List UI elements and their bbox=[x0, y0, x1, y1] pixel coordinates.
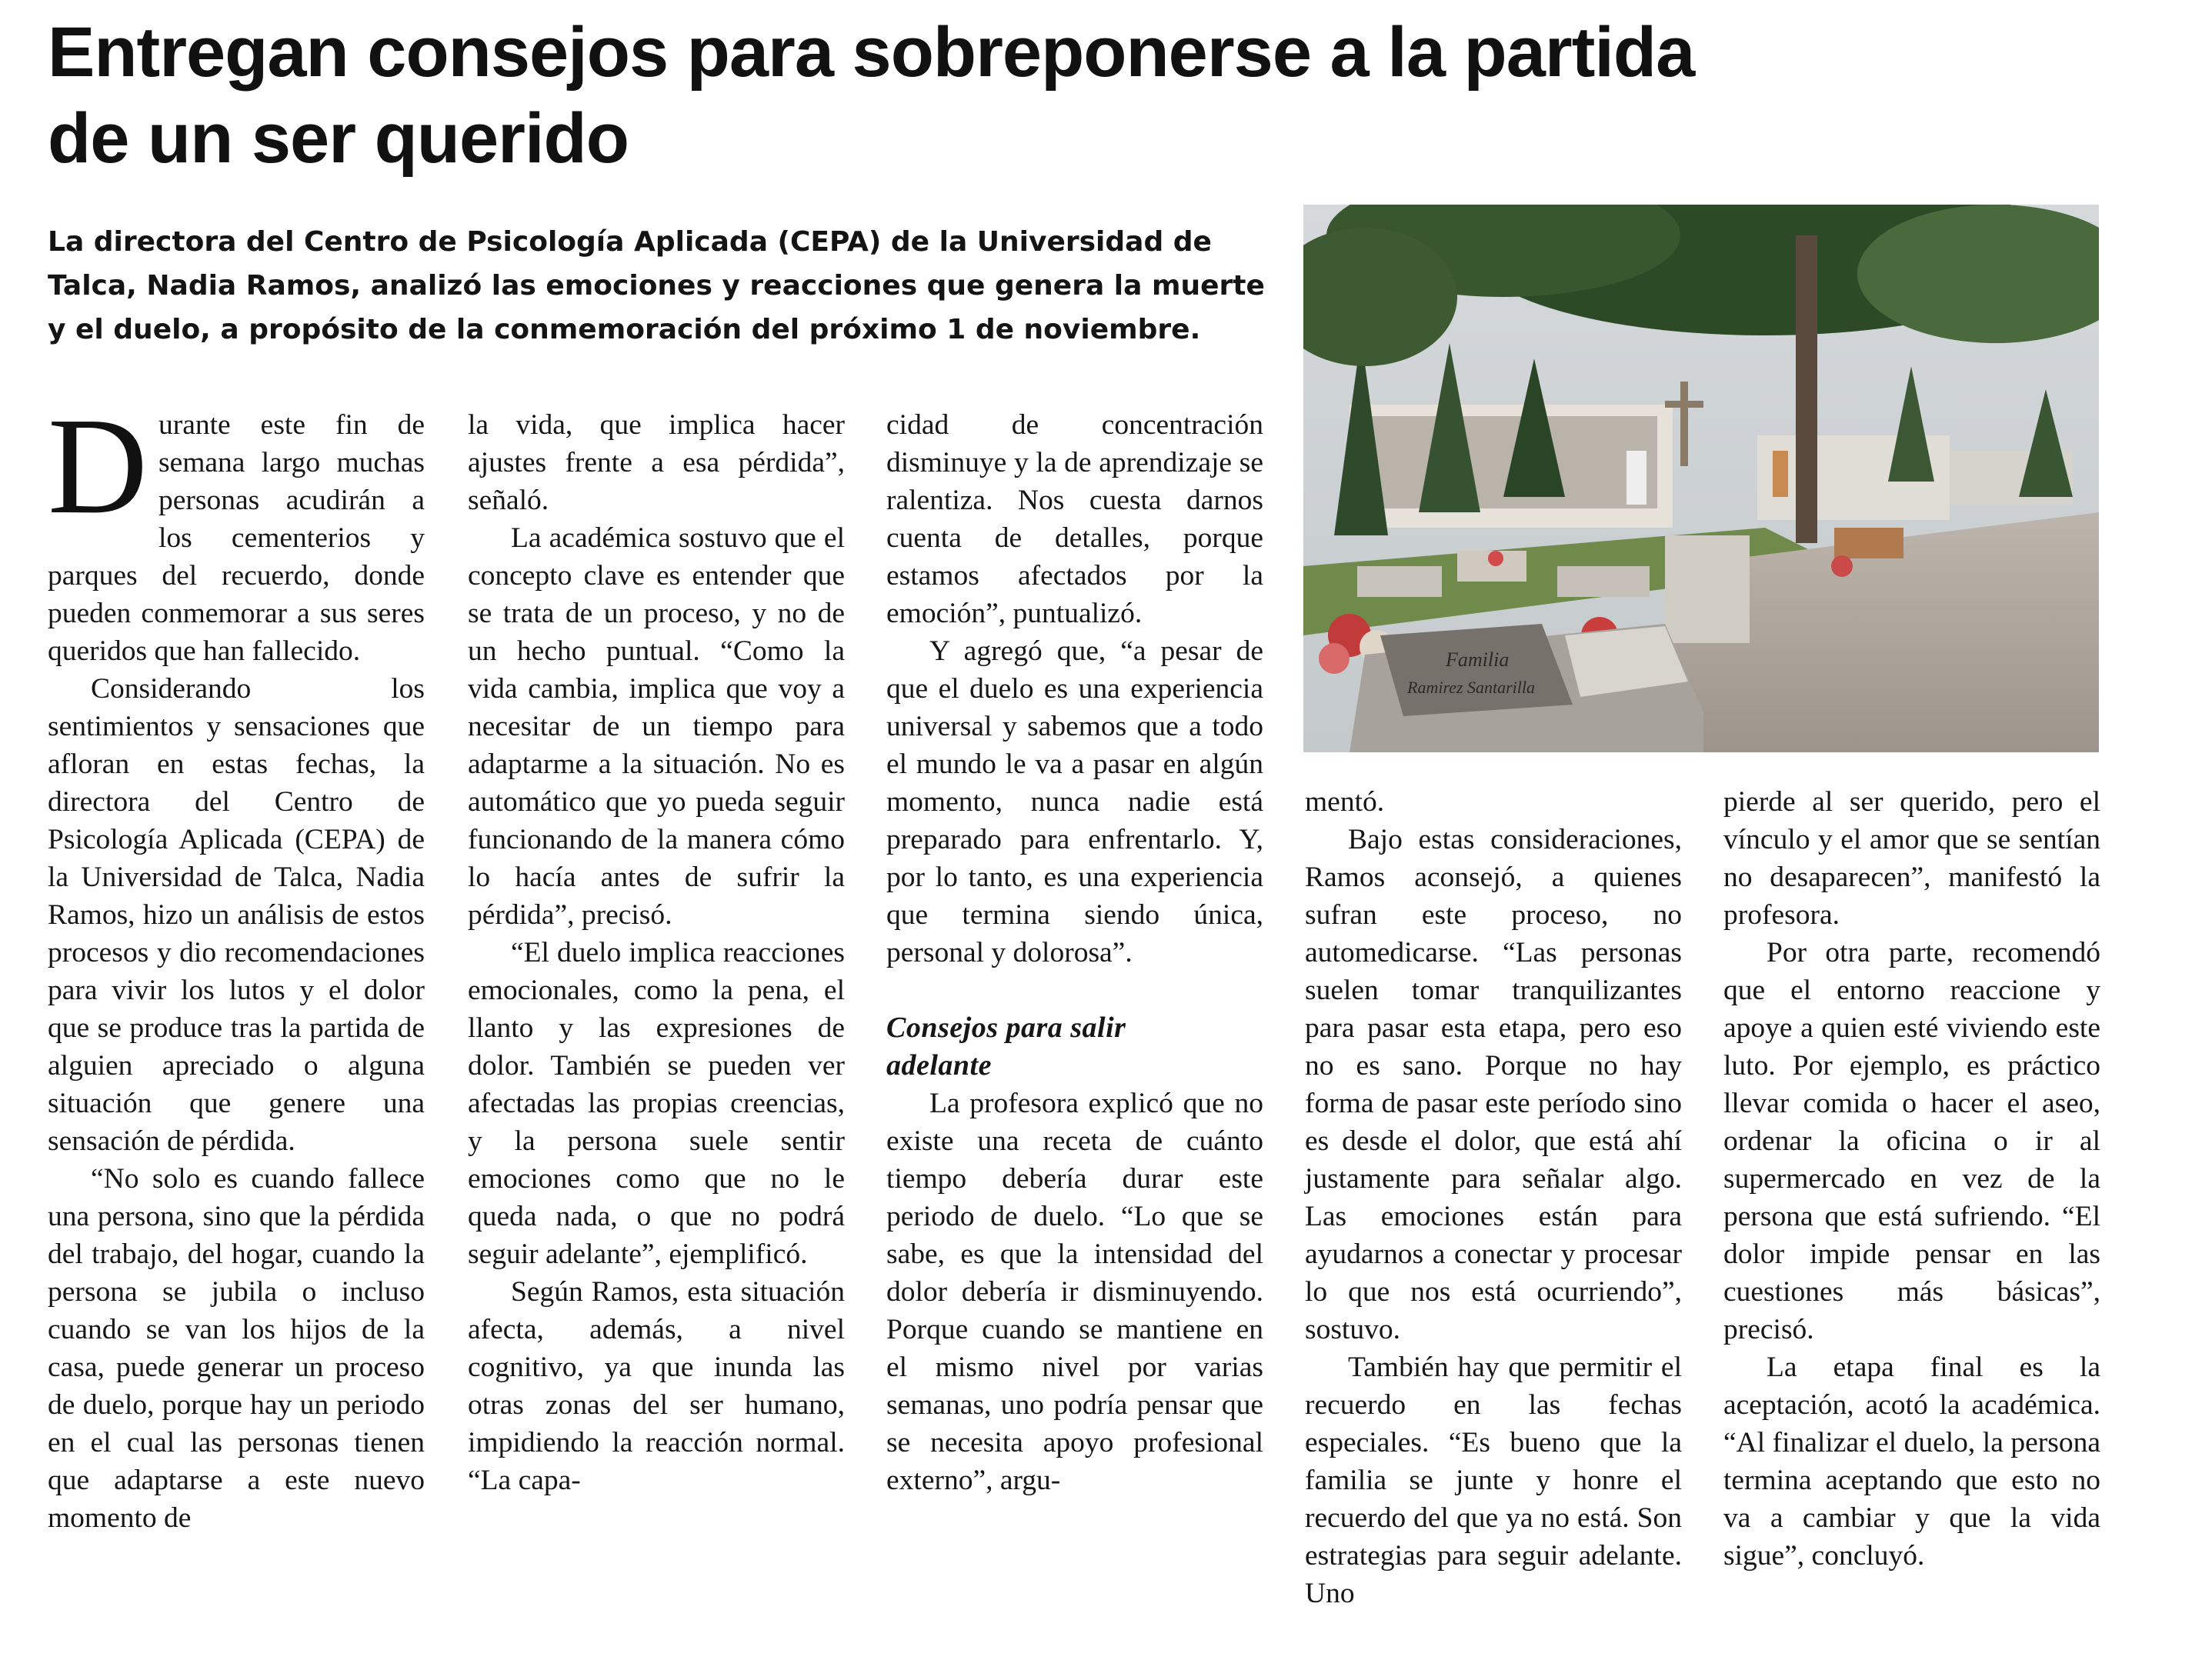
subheading-line-2: adelante bbox=[886, 1049, 992, 1082]
article-column-4 bbox=[1305, 783, 1682, 1612]
headline-line-2: de un ser querido bbox=[48, 99, 629, 178]
paragraph-15: Por otra parte, recomendó que el entorno reaccione y apoye a quien esté viviendo este luto. Por ejemplo, es práctico llevar comida o hacer el aseo, ordenar la oficina o ir al supermercado en vez de la persona que está sufriendo. “El dolor impide pensar en las cuestiones más básicas”, precisó. bbox=[1723, 937, 2100, 1345]
lead-line-3: y el duelo, a propósito de la conmemoración del próximo 1 de noviembre. bbox=[48, 314, 1201, 345]
paragraph-3: “No solo es cuando fallece una persona, sino que la pérdida del trabajo, del hogar, cuando la persona se jubila o incluso cuando se van los hijos de la casa, puede generar un proceso de duelo, porque hay un periodo en el cual las personas tienen que adaptarse a este nuevo momento de bbox=[48, 1163, 425, 1534]
lead-paragraph bbox=[48, 220, 1279, 352]
paragraph-9: Y agregó que, “a pesar de que el duelo es una experiencia universal y sabemos que a todo el mundo le va a pasar en algún momento, nunca nadie está preparado para enfrentarlo. Y, por lo tanto, es una experiencia que termina siendo única, personal y dolorosa”. bbox=[886, 635, 1263, 968]
paragraph-12: Bajo estas consideraciones, Ramos aconsejó, a quienes sufran este proceso, no automedicarse. “Las personas suelen tomar tranquilizantes para pasar esta etapa, pero eso no es sano. Porque no hay forma de pasar este período sino es desde el dolor, que está ahí justamente para señalar algo. Las emociones están para ayudarnos a conectar y procesar lo que nos está ocurriendo”, sostuvo. bbox=[1305, 824, 1682, 1345]
drop-cap: D bbox=[48, 389, 148, 542]
paragraph-7: Según Ramos, esta situación afecta, además, a nivel cognitivo, ya que inunda las otras zonas del ser humano, impidiendo la reacción normal. “La capa- bbox=[468, 1276, 845, 1496]
paragraph-1 bbox=[48, 389, 425, 670]
plaque-surname-text: Ramirez Santarilla bbox=[1407, 678, 1536, 697]
article-column-2 bbox=[468, 406, 845, 1499]
paragraph-11: mentó. bbox=[1305, 786, 1385, 818]
lead-line-2: Talca, Nadia Ramos, analizó las emociones y reacciones que genera la muerte bbox=[48, 270, 1265, 302]
paragraph-10: La profesora explicó que no existe una receta de cuánto tiempo debería durar este periodo de duelo. “Lo que se sabe, es que la intensidad del dolor debería ir disminuyendo. Porque cuando se mantiene en el mismo nivel por varias semanas, uno podría pensar que se necesita apoyo profesional externo”, argu- bbox=[886, 1088, 1263, 1496]
lead-line-1: La directora del Centro de Psicología Aplicada (CEPA) de la Universidad de bbox=[48, 226, 1212, 258]
headline bbox=[48, 9, 2125, 182]
paragraph-4: la vida, que implica hacer ajustes frente a esa pérdida”, señaló. bbox=[468, 409, 845, 516]
plaque-family-text: Familia bbox=[1446, 648, 1510, 671]
cemetery-photo bbox=[1303, 205, 2099, 752]
article-column-5 bbox=[1723, 783, 2100, 1575]
paragraph-6: “El duelo implica reacciones emocionales, como la pena, el llanto y las expresiones de dolor. También se pueden ver afectadas las propias creencias, y la persona suele sentir emociones como que no le queda nada, o que no podrá seguir adelante”, ejemplificó. bbox=[468, 937, 845, 1270]
paragraph-1-text: urante este fin de semana largo muchas personas acudirán a los cementerios y parques del recuerdo, donde pueden conmemorar a sus seres queridos que han fallecido. bbox=[48, 409, 425, 667]
paragraph-8: cidad de concentración disminuye y la de aprendizaje se ralentiza. Nos cuesta darnos cuenta de detalles, porque estamos afectados por la emoción”, puntualizó. bbox=[886, 409, 1263, 629]
paragraph-13: También hay que permitir el recuerdo en las fechas especiales. “Es bueno que la familia se junte y honre el recuerdo del que ya no está. Son estrategias para seguir adelante. Uno bbox=[1305, 1352, 1682, 1609]
paragraph-14: pierde al ser querido, pero el vínculo y el amor que se sentían no desaparecen”, manifestó la profesora. bbox=[1723, 786, 2100, 931]
paragraph-5: La académica sostuvo que el concepto clave es entender que se trata de un proceso, y no de un hecho puntual. “Como la vida cambia, implica que voy a necesitar de un tiempo para adaptarme a la situación. No es automático que yo pueda seguir funcionando de la manera cómo lo hacía antes de sufrir la pérdida”, precisó. bbox=[468, 522, 845, 931]
subheading bbox=[886, 1009, 1263, 1085]
headline-line-1: Entregan consejos para sobreponerse a la partida bbox=[48, 13, 1695, 92]
cemetery-illustration bbox=[1303, 205, 2099, 752]
article-column-1 bbox=[48, 389, 425, 1537]
paragraph-2: Considerando los sentimientos y sensaciones que afloran en estas fechas, la directora del Centro de Psicología Aplicada (CEPA) de la Universidad de Talca, Nadia Ramos, hizo un análisis de estos procesos y dio recomendaciones para vivir los lutos y el dolor que se produce tras la partida de alguien apreciado o alguna situación que genere una sensación de pérdida. bbox=[48, 673, 425, 1157]
paragraph-16: La etapa final es la aceptación, acotó la académica. “Al finalizar el duelo, la persona termina aceptando que esto no va a cambiar y que la vida sigue”, concluyó. bbox=[1723, 1352, 2100, 1572]
subheading-line-1: Consejos para salir bbox=[886, 1012, 1126, 1044]
article-column-3 bbox=[886, 406, 1263, 1499]
